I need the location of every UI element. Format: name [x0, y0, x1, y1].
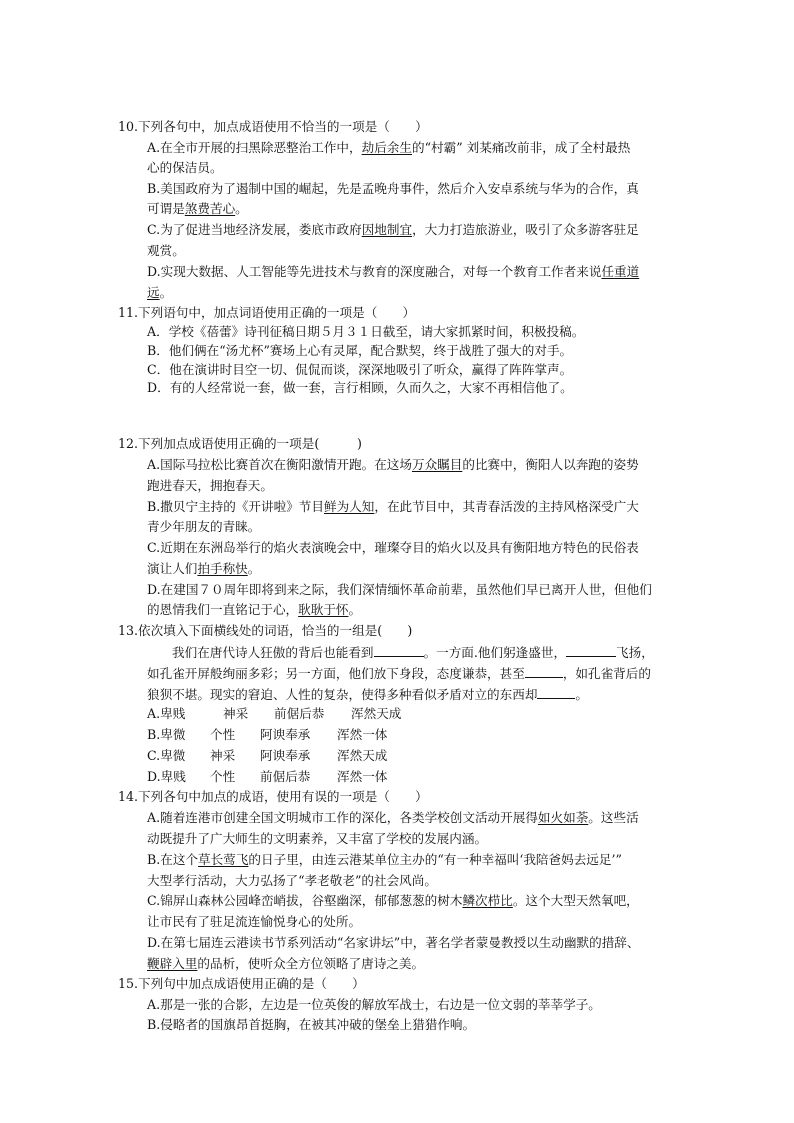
- idiom-underlined: 任重道: [601, 264, 640, 279]
- passage-line2: [147, 663, 651, 683]
- passage-line3: [147, 684, 588, 704]
- text-segment: 。这个大型天然氧吧，: [512, 893, 639, 908]
- option-10c-line1: [147, 220, 639, 240]
- text-segment: A.卑贱: [147, 706, 186, 721]
- text-segment: 。: [348, 602, 362, 617]
- idiom-underlined: 万众瞩目: [411, 457, 463, 472]
- text-segment: 阿谀奉承: [260, 727, 311, 742]
- text-segment: ，大力打造旅游业，吸引了众多游客驻足: [412, 222, 639, 237]
- text-segment: 前倨后恭: [274, 706, 325, 721]
- text-segment: B.卑微: [147, 727, 186, 742]
- fill-blank-3: [525, 663, 563, 678]
- option-12a-line2: 跑进春天，拥抱春天。: [147, 478, 273, 493]
- text-segment: 的恩情我们一直铭记于心，: [147, 602, 299, 617]
- option-14c-line2: 让市民有了驻足流连愉悦身心的处所。: [147, 914, 362, 929]
- text-segment: D.卑贱: [147, 769, 186, 784]
- option-10b-line2: [147, 199, 248, 219]
- fill-blank-4: [537, 684, 575, 699]
- text-segment: 的比赛中，衡阳人以奔跑的姿势: [462, 457, 639, 472]
- text-segment: 的“村霸” 刘某痛改前非，成了全村最热: [411, 140, 631, 155]
- option-11c: C．他在演讲时目空一切、侃侃而谈，深深地吸引了听众，赢得了阵阵掌声。: [147, 362, 573, 377]
- text-segment: B.在这个: [147, 852, 199, 867]
- idiom-underlined: 鲜为人知: [323, 499, 375, 514]
- option-12d-line1: D.在建国７０周年即将到来之际，我们深情缅怀革命前辈，虽然他们早已离开人世，但他们: [147, 582, 652, 597]
- text-segment: 可谓是: [147, 201, 185, 216]
- option-10d-line1: [147, 262, 639, 282]
- text-segment: 飞扬，: [616, 645, 654, 660]
- text-segment: 的日子里，由连云港某单位主办的“有一种幸福叫‘我陪爸妈去远足’”: [248, 852, 622, 867]
- option-15b: B.侵略者的国旗昂首挺胸，在被其冲破的堡垒上猎猎作响。: [147, 1017, 476, 1032]
- option-15a: A.那是一张的合影，左边是一位英俊的解放军战士，右边是一位文弱的莘莘学子。: [147, 997, 601, 1012]
- idiom-underlined: 劫后余生: [361, 140, 412, 155]
- passage-line1: [172, 642, 654, 662]
- option-12b-line2: 青少年朋友的青睐。: [147, 519, 261, 534]
- text-segment: 。: [235, 201, 248, 216]
- text-segment: 前倨后恭: [260, 769, 311, 784]
- text-segment: C.锦屏山森林公园峰峦峭拔，谷壑幽深，郁郁葱葱的树木: [147, 893, 463, 908]
- fill-blank-2: [566, 642, 616, 657]
- text-segment: 狼狈不堪。现实的窘迫、人性的复杂，使得多种看似矛盾对立的东西却: [147, 687, 538, 702]
- idiom-underlined: 拍手称快: [197, 561, 248, 576]
- text-segment: 浑然天成: [351, 706, 402, 721]
- text-segment: ，在此节目中，其青春活泼的主持风格深受广大: [374, 499, 639, 514]
- option-10a-line1: [147, 138, 630, 158]
- text-segment: 。这些活: [588, 810, 639, 825]
- text-segment: 。: [159, 285, 173, 300]
- text-segment: 个性: [210, 769, 236, 784]
- option-12a-line1: [147, 455, 639, 475]
- option-14b-line2: 大型孝行活动，大力弘扬了“孝老敬老”的社会风尚。: [147, 873, 437, 888]
- text-segment: 。: [575, 687, 588, 702]
- idiom-underlined: 煞费苦心: [184, 201, 236, 216]
- option-12c-line1: C.近期在东洲岛举行的焰火表演晚会中，璀璨夺目的焰火以及具有衡阳地方特色的民俗表: [147, 540, 639, 555]
- text-segment: 。一方面.他们躬逢盛世，: [423, 645, 567, 660]
- text-segment: 神采: [223, 706, 249, 721]
- option-14d-line2: [147, 954, 424, 974]
- text-segment: C.为了促进当地经济发展，娄底市政府: [147, 222, 362, 237]
- idiom-underlined: 因地制宜: [361, 222, 413, 237]
- text-segment: D.实现大数据、人工智能等先进技术与教育的深度融合，对每一个教育工作者来说: [147, 264, 602, 279]
- text-segment: ，如孔雀背后的: [562, 666, 651, 681]
- idiom-underlined: 如火如荼: [537, 810, 589, 825]
- option-11b: B．他们俩在“汤尤杯”赛场上心有灵犀，配合默契，终于战胜了强大的对手。: [147, 343, 573, 358]
- option-11d: D．有的人经常说一套，做一套，言行相顾，久而久之，大家不再相信他了。: [147, 380, 573, 395]
- option-12d-line2: [147, 600, 361, 620]
- question-12-stem: 12.下列加点成语使用正确的一项是( ): [118, 436, 362, 451]
- option-10b-line1: B.美国政府为了遏制中国的崛起，先是孟晚舟事件，然后介入安卓系统与华为的合作，真: [147, 181, 639, 196]
- option-10c-line2: 观赏。: [147, 243, 185, 258]
- idiom-underlined: 草长莺飞: [198, 852, 249, 867]
- question-15-stem: 15.下列句中加点成语使用正确的是（ ）: [118, 976, 365, 991]
- text-segment: A.在全市开展的扫黑除恶整治工作中，: [147, 140, 362, 155]
- text-segment: C.卑微: [147, 748, 186, 763]
- fill-blank-1: [374, 642, 424, 657]
- text-segment: B.撒贝宁主持的《开讲啦》节目: [147, 499, 324, 514]
- text-segment: 个性: [210, 727, 236, 742]
- option-10a-line2: 心的保洁员。: [147, 160, 223, 175]
- option-12c-line2: [147, 559, 260, 579]
- question-11-stem: 11.下列语句中，加点词语使用正确的一项是（ ）: [118, 305, 416, 320]
- text-segment: 浑然一体: [337, 727, 388, 742]
- option-14c-line1: [147, 891, 639, 911]
- option-14d-line1: D.在第七届连云港读书节系列活动“名家讲坛”中，著名学者蒙曼教授以生动幽默的措辞、: [147, 935, 640, 950]
- text-segment: 演让人们: [147, 561, 198, 576]
- option-11a: A．学校《蓓蕾》诗刊征稿日期５月３１日截至，请大家抓紧时间，积极投稿。: [147, 324, 585, 339]
- idiom-underlined: 鞭辟入里: [147, 956, 198, 971]
- text-segment: 阿谀奉承: [260, 748, 311, 763]
- option-12b-line1: [147, 497, 639, 517]
- text-segment: 如孔雀开屏般绚丽多彩；另一方面，他们放下身段，态度谦恭，甚至: [147, 666, 525, 681]
- idiom-underlined: 鳞次栉比: [462, 893, 513, 908]
- question-14-stem: 14.下列各句中加点的成语，使用有误的一项是（ ）: [118, 789, 428, 804]
- text-segment: 我们在唐代诗人狂傲的背后也能看到: [172, 645, 374, 660]
- option-10d-line2: [147, 283, 172, 303]
- option-14b-line1: [147, 850, 622, 870]
- text-segment: 浑然一体: [337, 769, 388, 784]
- question-10-stem: 10.下列各句中，加点成语使用不恰当的一项是（ ）: [118, 119, 428, 134]
- question-13-stem: 13.依次填入下面横线处的词语，恰当的一组是( ): [118, 623, 413, 638]
- text-segment: A.国际马拉松比赛首次在衡阳激情开跑。在这场: [147, 457, 412, 472]
- idiom-underlined: 远: [147, 285, 160, 300]
- text-segment: 浑然天成: [337, 748, 388, 763]
- option-14a-line2: 动既提升了广大师生的文明素养，又丰富了学校的发展内涵。: [147, 831, 488, 846]
- text-segment: A.随着连港市创建全国文明城市工作的深化，各类学校创文活动开展得: [147, 810, 538, 825]
- option-14a-line1: [147, 808, 639, 828]
- idiom-underlined: 耿耿于怀: [298, 602, 349, 617]
- text-segment: 神采: [210, 748, 236, 763]
- text-segment: 。: [247, 561, 261, 576]
- text-segment: 的品析，使听众全方位领略了唐诗之美。: [197, 956, 425, 971]
